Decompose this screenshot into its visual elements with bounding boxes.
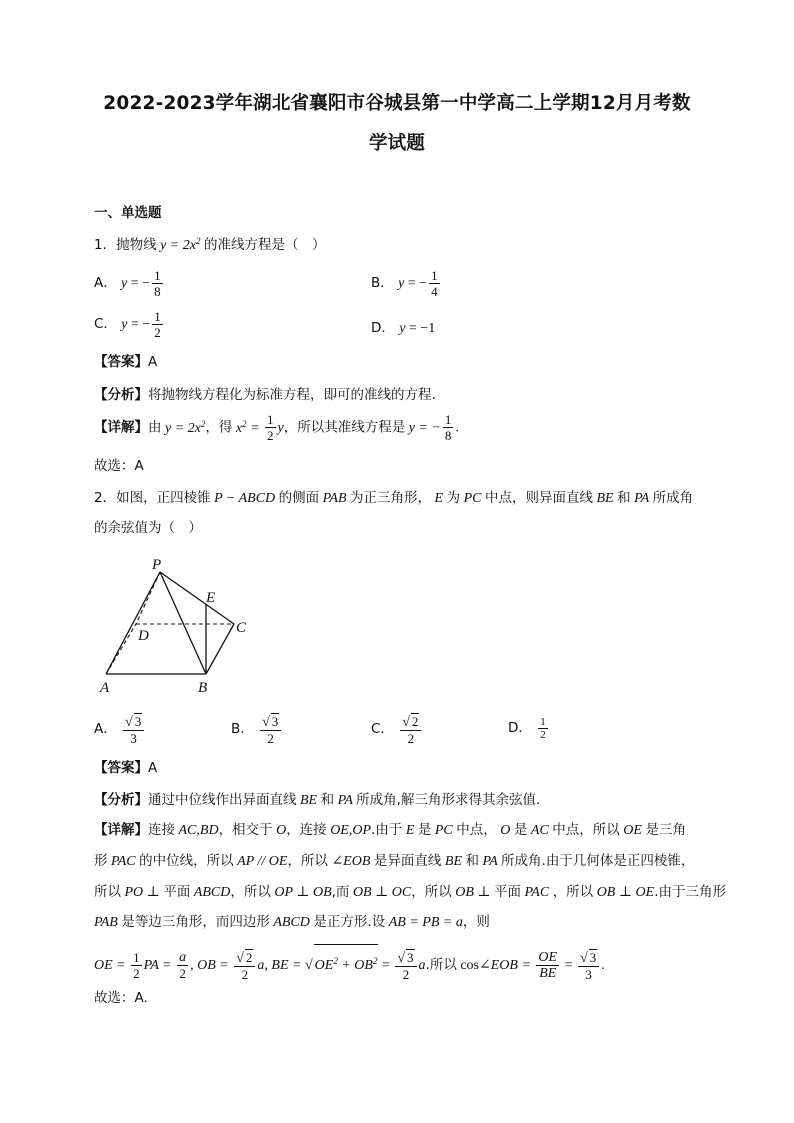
- detail-2-line2: 形 PAC 的中位线，所以 AP // OE，所以 ∠EOB 是异面直线 BE 和 PA 所成角.由于几何体是正四棱锥，: [94, 853, 695, 869]
- detail-2-line3: 所以 PO ⊥ 平面 ABCD，所以 OP ⊥ OB,而 OB ⊥ OC，所以 OB ⊥ 平面 PAC ，所以 OB ⊥ OE.由于三角形: [94, 884, 726, 900]
- edge-BC: [206, 624, 234, 674]
- answer-1: 【答案】A: [94, 354, 158, 370]
- label-B: B: [198, 680, 208, 696]
- conclusion-2: 故选：A.: [94, 990, 148, 1006]
- analysis-1: 【分析】将抛物线方程化为标准方程，即可的准线的方程.: [94, 387, 436, 403]
- fraction: $\frac{1}{2}$: [540, 716, 546, 741]
- document-title-line2: 学试题: [368, 133, 426, 154]
- label-D: D: [138, 628, 149, 644]
- detail-1: 【详解】由 $y = 2x^2$，得 $x^2$ = $\frac{1}{2}$ y，所以其准线方程是 y = − $\frac{1}{8}$ .: [94, 412, 459, 443]
- question-2-stem-line2: 的余弦值为（ ）: [94, 520, 202, 536]
- question-2-stem-line1: 2．如图，正四棱锥 P − ABCD 的侧面 PAB 为正三角形， E 为 PC 中点，则异面直线 BE 和 PA 所成角: [94, 490, 694, 506]
- option-c[interactable]: C． $\frac{√ 2}{2}$: [371, 713, 423, 746]
- answer-2: 【答案】A: [94, 760, 158, 776]
- label-P: P: [152, 557, 162, 573]
- label-A: A: [100, 680, 110, 696]
- fraction: $\frac{1}{4}$: [431, 268, 438, 299]
- fraction: $\frac{√ 2}{2}$: [400, 713, 421, 746]
- label-C: C: [236, 620, 247, 636]
- edge-PB: [160, 572, 206, 674]
- fraction: $\frac{1}{2}$: [154, 309, 161, 340]
- edge-PA: [106, 572, 160, 674]
- detail-2-line5: OE = $\frac{1}{2}$ PA = $\frac{a}{2}$ , OB = $\frac{√ 2}{2}$ a, BE = √ $OE^2 + OB^2$ = $\frac{√ 3}{2}$ a.所以 cos∠EOB = $\frac{OE}{BE}$ = $\frac{√ 3}{3}$ .: [94, 944, 605, 982]
- detail-2-line4: PAB 是等边三角形，而四边形 ABCD 是正方形.设 AB = PB = a，则: [94, 914, 490, 930]
- detail-2-line1: 【详解】连接 AC,BD，相交于 O，连接 OE,OP.由于 E 是 PC 中点， O 是 AC 中点，所以 OE 是三角: [94, 822, 686, 838]
- question-number: 2．: [94, 490, 117, 506]
- option-b[interactable]: B． y = − $\frac{1}{4}$: [371, 268, 438, 299]
- question-number: 1．: [94, 237, 117, 253]
- option-a[interactable]: A． $\frac{√ 3}{3}$: [94, 713, 146, 746]
- edge-AD: [106, 624, 136, 674]
- conclusion-1: 故选：A: [94, 458, 144, 474]
- section-heading: 一、单选题: [94, 205, 162, 221]
- option-d[interactable]: D． $\frac{1}{2}$: [508, 716, 546, 741]
- fraction: $\frac{√ 3}{2}$: [260, 713, 281, 746]
- fraction: $\frac{√ 3}{3}$: [123, 713, 144, 746]
- edge-PD: [136, 572, 160, 624]
- pyramid-figure: [96, 552, 266, 702]
- option-b[interactable]: B． $\frac{√ 3}{2}$: [231, 713, 283, 746]
- option-d[interactable]: D． y = −1: [371, 320, 436, 336]
- option-c[interactable]: C． y = − $\frac{1}{2}$: [94, 309, 161, 340]
- question-1-stem: 1．抛物线 $y = 2x^2$ 的准线方程是（ ）: [94, 236, 326, 253]
- formula: $y = 2x^2$: [156, 236, 201, 253]
- document-title-line1: 2022-2023学年湖北省襄阳市谷城县第一中学高二上学期12月月考数: [103, 93, 691, 114]
- fraction: $\frac{1}{8}$: [154, 268, 161, 299]
- option-a[interactable]: A． y = − $\frac{1}{8}$: [94, 268, 161, 299]
- analysis-2: 【分析】通过中位线作出异面直线 BE 和 PA 所成角,解三角形求得其余弦值.: [94, 792, 541, 808]
- label-E: E: [206, 590, 216, 606]
